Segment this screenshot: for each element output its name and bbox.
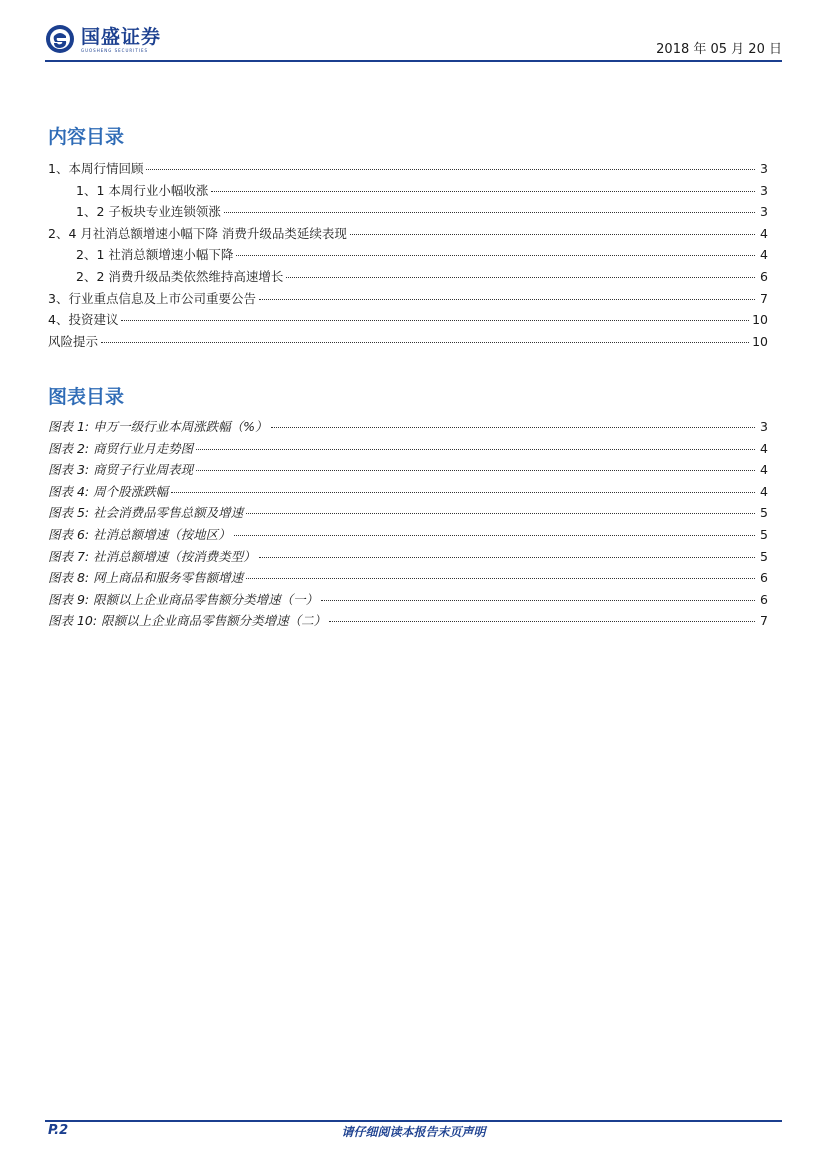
toc-entry-label: 1、本周行情回顾 [48,161,144,176]
toc-entry-page: 7 [760,290,768,306]
dot-leader [211,190,755,192]
figure-entry-label: 图表 5: 社会消费品零售总额及增速 [48,505,244,521]
figure-entry[interactable] [48,589,768,611]
toc-entry-label: 2、4 月社消总额增速小幅下降 消费升级品类延续表现 [48,225,347,241]
dot-leader [196,448,755,450]
figure-entry-page: 3 [760,419,768,434]
figures-list [48,416,768,632]
dot-leader [259,556,755,558]
dot-leader [196,469,755,471]
dot-leader [271,426,756,428]
figure-entry-label: 图表 8: 网上商品和服务零售额增速 [48,570,244,586]
figure-entry-label: 图表 4: 周个股涨跌幅 [48,483,169,499]
dot-leader [329,620,755,622]
contents-title: 内容目录 [48,126,125,148]
page-number: P.2 [48,1123,69,1138]
toc-entry[interactable] [48,288,768,310]
disclaimer-note: 请仔细阅读本报告末页声明 [341,1125,486,1139]
toc-entry[interactable] [48,266,768,288]
toc-entry[interactable] [48,180,768,202]
figure-entry-page: 4 [760,462,768,478]
toc-entry-label: 风险提示 [48,333,99,349]
dot-leader [101,341,749,343]
figure-entry[interactable] [48,481,768,503]
toc-entry-page: 10 [752,333,768,349]
dot-leader [321,599,755,601]
figure-entry[interactable] [48,502,768,524]
toc-entry-page: 4 [760,225,768,241]
toc-entry-page: 10 [752,312,768,328]
toc-entry[interactable] [48,201,768,223]
figure-entry-label: 图表 6: 社消总额增速（按地区） [48,526,231,542]
figure-entry-label: 图表 1: 申万一级行业本周涨跌幅（%） [48,419,268,434]
figure-entry[interactable] [48,459,768,481]
figure-entry-page: 5 [760,548,768,564]
dot-leader [146,168,755,170]
toc-entry[interactable] [48,158,768,180]
figure-entry-label: 图表 7: 社消总额增速（按消费类型） [48,548,256,564]
toc-entry[interactable] [48,309,768,331]
toc-entry-label: 4、投资建议 [48,312,119,328]
dot-leader [246,577,755,579]
dot-leader [350,233,755,235]
page-header [45,22,782,62]
toc-entry-label: 1、1 本周行业小幅收涨 [76,182,209,198]
figure-entry-page: 7 [760,613,768,629]
toc-entry-page: 3 [760,182,768,198]
dot-leader [286,276,755,278]
toc-entry-page: 3 [760,161,768,176]
toc-entry-label: 2、1 社消总额增速小幅下降 [76,247,234,263]
brand-name: 国盛证券 [81,25,162,48]
figure-entry-label: 图表 2: 商贸行业月走势图 [48,440,194,456]
dot-leader [234,534,755,536]
figure-entry[interactable] [48,524,768,546]
toc-entry-page: 4 [760,247,768,263]
report-date: 2018 年 05 月 20 日 [656,42,782,57]
figure-entry[interactable] [48,610,768,632]
figure-entry[interactable] [48,438,768,460]
figure-entry-page: 5 [760,526,768,542]
toc-entry-label: 2、2 消费升级品类依然维持高速增长 [76,268,284,284]
toc-entry-label: 1、2 子板块专业连锁领涨 [76,204,221,220]
dot-leader [171,491,755,493]
toc-entry-page: 6 [760,268,768,284]
header-divider [45,60,782,62]
figures-title: 图表目录 [48,386,125,408]
brand-logo [45,24,161,54]
toc-entry-label: 3、行业重点信息及上市公司重要公告 [48,290,256,306]
toc-entry-page: 3 [760,204,768,220]
figure-entry-label: 图表 3: 商贸子行业周表现 [48,462,194,478]
figure-entry-page: 4 [760,440,768,456]
dot-leader [121,319,749,321]
figure-entry-page: 6 [760,591,768,607]
contents-list [48,158,768,352]
figure-entry-page: 4 [760,483,768,499]
figure-entry-label: 图表 9: 限额以上企业商品零售额分类增速（一） [48,591,319,607]
dot-leader [224,211,755,213]
footer-divider [45,1120,782,1122]
dot-leader [236,254,755,256]
figure-entry[interactable] [48,567,768,589]
toc-entry[interactable] [48,223,768,245]
brand-logo-icon [45,24,75,54]
figure-entry-page: 5 [760,505,768,521]
figure-entry[interactable] [48,416,768,438]
figure-entry[interactable] [48,546,768,568]
figure-entry-page: 6 [760,570,768,586]
toc-entry[interactable] [48,244,768,266]
figure-entry-label: 图表 10: 限额以上企业商品零售额分类增速（二） [48,613,327,629]
brand-subtitle: GUOSHENG SECURITIES [81,47,149,53]
toc-entry[interactable] [48,331,768,353]
dot-leader [246,512,755,514]
dot-leader [259,298,755,300]
